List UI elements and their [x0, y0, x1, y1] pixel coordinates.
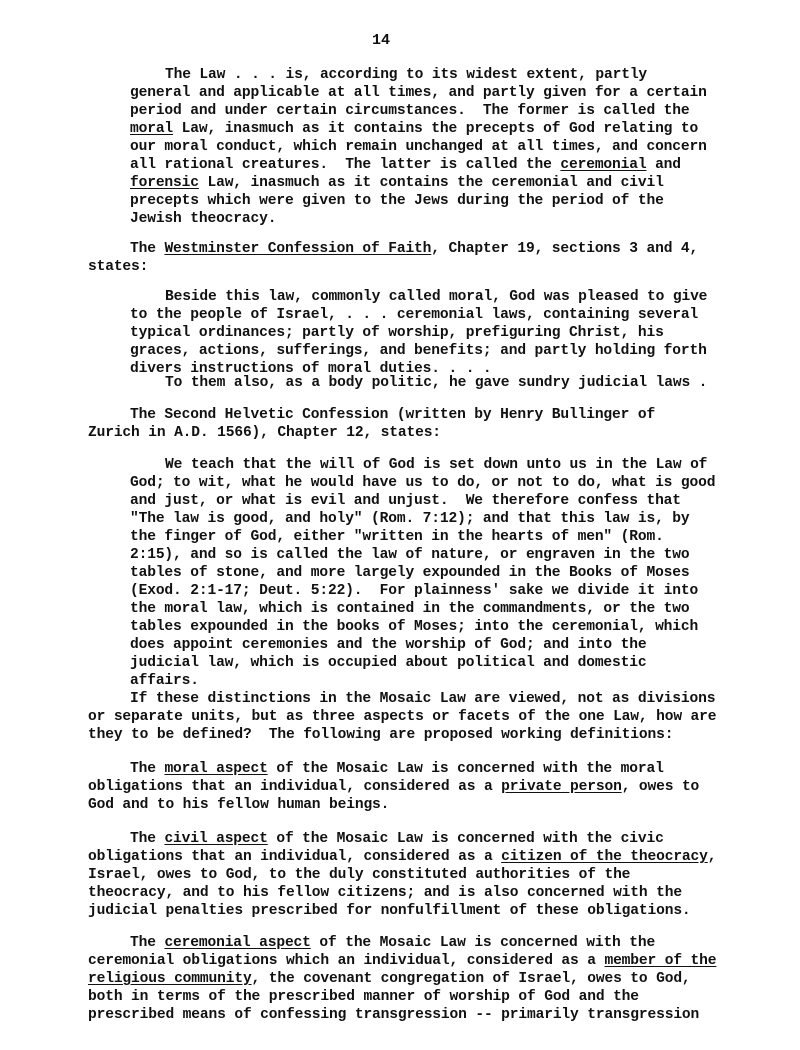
text-segment: The — [130, 831, 165, 847]
text-segment: We teach that the will of God is set down unto us in the Law of — [165, 457, 708, 473]
page-number: 14 — [372, 32, 391, 49]
underlined-term: member of the — [604, 953, 717, 969]
text-segment: The — [130, 935, 165, 951]
text-line — [165, 374, 707, 392]
text-line — [88, 952, 716, 970]
text-segment: divers instructions of moral duties. . . . — [130, 361, 492, 377]
text-line — [130, 510, 690, 528]
underlined-term: moral aspect — [164, 761, 268, 777]
underlined-term: forensic — [130, 175, 199, 191]
text-segment: The Second Helvetic Confession (written by Henry Bullinger of — [130, 407, 656, 423]
text-line — [130, 690, 715, 708]
text-segment: to the people of Israel, . . . ceremonial laws, containing several — [130, 307, 699, 323]
text-line — [88, 988, 639, 1006]
text-line — [130, 474, 715, 492]
text-segment: Beside this law, commonly called moral, God was pleased to give — [165, 289, 708, 305]
text-line — [165, 288, 707, 306]
text-line — [130, 306, 698, 324]
text-line — [130, 528, 664, 546]
text-segment: both in terms of the prescribed manner of worship of God and the — [88, 989, 639, 1005]
text-segment: tables expounded in the books of Moses; into the ceremonial, which — [130, 619, 699, 635]
text-line — [130, 654, 646, 672]
text-segment: The Law . . . is, according to its widest extent, partly — [165, 67, 648, 83]
text-line — [130, 830, 664, 848]
text-line — [88, 796, 389, 814]
text-segment: period and under certain circumstances. The former is called the — [130, 103, 690, 119]
text-segment: If these distinctions in the Mosaic Law are viewed, not as divisions — [130, 691, 716, 707]
underlined-term: civil aspect — [164, 831, 268, 847]
text-line — [130, 406, 655, 424]
text-segment: all rational creatures. The latter is called the — [130, 157, 561, 173]
text-line — [165, 456, 707, 474]
text-segment: Israel, owes to God, to the duly constituted authorities of the — [88, 867, 631, 883]
text-segment: the moral law, which is contained in the commandments, or the two — [130, 601, 690, 617]
text-segment: , — [707, 849, 717, 865]
text-segment: prescribed means of confessing transgression -- primarily transgression — [88, 1007, 700, 1023]
underlined-term: citizen of the theocracy — [501, 849, 708, 865]
text-line — [88, 884, 682, 902]
text-line — [130, 120, 698, 138]
text-line — [130, 618, 698, 636]
text-segment: and — [646, 157, 681, 173]
text-line — [88, 866, 630, 884]
text-segment: of the Mosaic Law is concerned with the moral — [267, 761, 664, 777]
text-segment: (Exod. 2:1-17; Deut. 5:22). For plainness' sake we divide it into — [130, 583, 699, 599]
text-segment: judicial penalties prescribed for nonfulfillment of these obligations. — [88, 903, 691, 919]
text-line — [130, 324, 664, 342]
text-segment: typical ordinances; partly of worship, prefiguring Christ, his — [130, 325, 664, 341]
text-segment: of the Mosaic Law is concerned with the civic — [267, 831, 664, 847]
text-line — [130, 240, 698, 258]
underlined-term: religious community — [88, 971, 252, 987]
text-line — [88, 970, 691, 988]
text-segment: and just, or what is evil and unjust. We therefore confess that — [130, 493, 681, 509]
text-segment: Zurich in A.D. 1566), Chapter 12, states: — [88, 425, 441, 441]
text-line — [130, 546, 690, 564]
text-line — [88, 258, 148, 276]
text-segment: 2:15), and so is called the law of nature, or engraven in the two — [130, 547, 690, 563]
text-line — [130, 102, 690, 120]
underlined-term: ceremonial — [560, 157, 647, 173]
text-line — [88, 902, 691, 920]
text-segment: "The law is good, and holy" (Rom. 7:12); and that this law is, by — [130, 511, 690, 527]
text-line — [88, 848, 716, 866]
text-line — [130, 564, 690, 582]
text-segment: tables of stone, and more largely expounded in the Books of Moses — [130, 565, 690, 581]
text-line — [130, 174, 664, 192]
text-line — [130, 934, 655, 952]
text-line — [130, 672, 199, 690]
text-line — [130, 582, 698, 600]
text-segment: precepts which were given to the Jews during the period of the — [130, 193, 664, 209]
text-segment: ceremonial obligations which an individual, considered as a — [88, 953, 605, 969]
text-segment: God; to wit, what he would have us to do, or not to do, what is good — [130, 475, 716, 491]
underlined-term: moral — [130, 121, 174, 137]
text-line — [130, 156, 681, 174]
text-segment: The — [130, 761, 165, 777]
text-line — [130, 192, 664, 210]
underlined-term: Westminster Confession of Faith — [164, 241, 432, 257]
text-line — [88, 424, 441, 442]
text-segment: Law, inasmuch as it contains the precepts of God relating to — [173, 121, 699, 137]
text-segment: does appoint ceremonies and the worship of God; and into the — [130, 637, 647, 653]
text-line — [165, 66, 647, 84]
text-segment: of the Mosaic Law is concerned with the — [310, 935, 656, 951]
text-segment: general and applicable at all times, and partly given for a certain — [130, 85, 707, 101]
text-segment: the finger of God, either "written in the hearts of men" (Rom. — [130, 529, 664, 545]
text-line — [130, 760, 664, 778]
text-line — [130, 342, 707, 360]
text-segment: , the covenant congregation of Israel, owes to God, — [251, 971, 691, 987]
text-segment: , owes to — [621, 779, 700, 795]
text-line — [130, 84, 707, 102]
text-line — [130, 636, 646, 654]
text-line — [130, 492, 681, 510]
text-line — [130, 210, 276, 228]
text-segment: affairs. — [130, 673, 199, 689]
text-line — [88, 726, 673, 744]
underlined-term: ceremonial aspect — [164, 935, 311, 951]
text-segment: obligations that an individual, considered as a — [88, 779, 502, 795]
text-segment: Jewish theocracy. — [130, 211, 277, 227]
text-line — [130, 600, 690, 618]
text-segment: The — [130, 241, 165, 257]
text-segment: To them also, as a body politic, he gave sundry judicial laws . — [165, 375, 708, 391]
text-segment: states: — [88, 259, 149, 275]
text-segment: or separate units, but as three aspects or facets of the one Law, how are — [88, 709, 717, 725]
underlined-term: private person — [501, 779, 622, 795]
text-segment: judicial law, which is occupied about political and domestic — [130, 655, 647, 671]
text-segment: , Chapter 19, sections 3 and 4, — [431, 241, 699, 257]
text-segment: theocracy, and to his fellow citizens; and is also concerned with the — [88, 885, 682, 901]
text-segment: graces, actions, sufferings, and benefits; and partly holding forth — [130, 343, 707, 359]
text-segment: our moral conduct, which remain unchanged at all times, and concern — [130, 139, 707, 155]
text-line — [88, 778, 699, 796]
text-segment: God and to his fellow human beings. — [88, 797, 390, 813]
text-line — [88, 1006, 699, 1024]
text-line — [88, 708, 716, 726]
text-segment: obligations that an individual, considered as a — [88, 849, 502, 865]
text-segment: Law, inasmuch as it contains the ceremonial and civil — [198, 175, 664, 191]
text-line — [130, 138, 707, 156]
text-segment: they to be defined? The following are proposed working definitions: — [88, 727, 674, 743]
